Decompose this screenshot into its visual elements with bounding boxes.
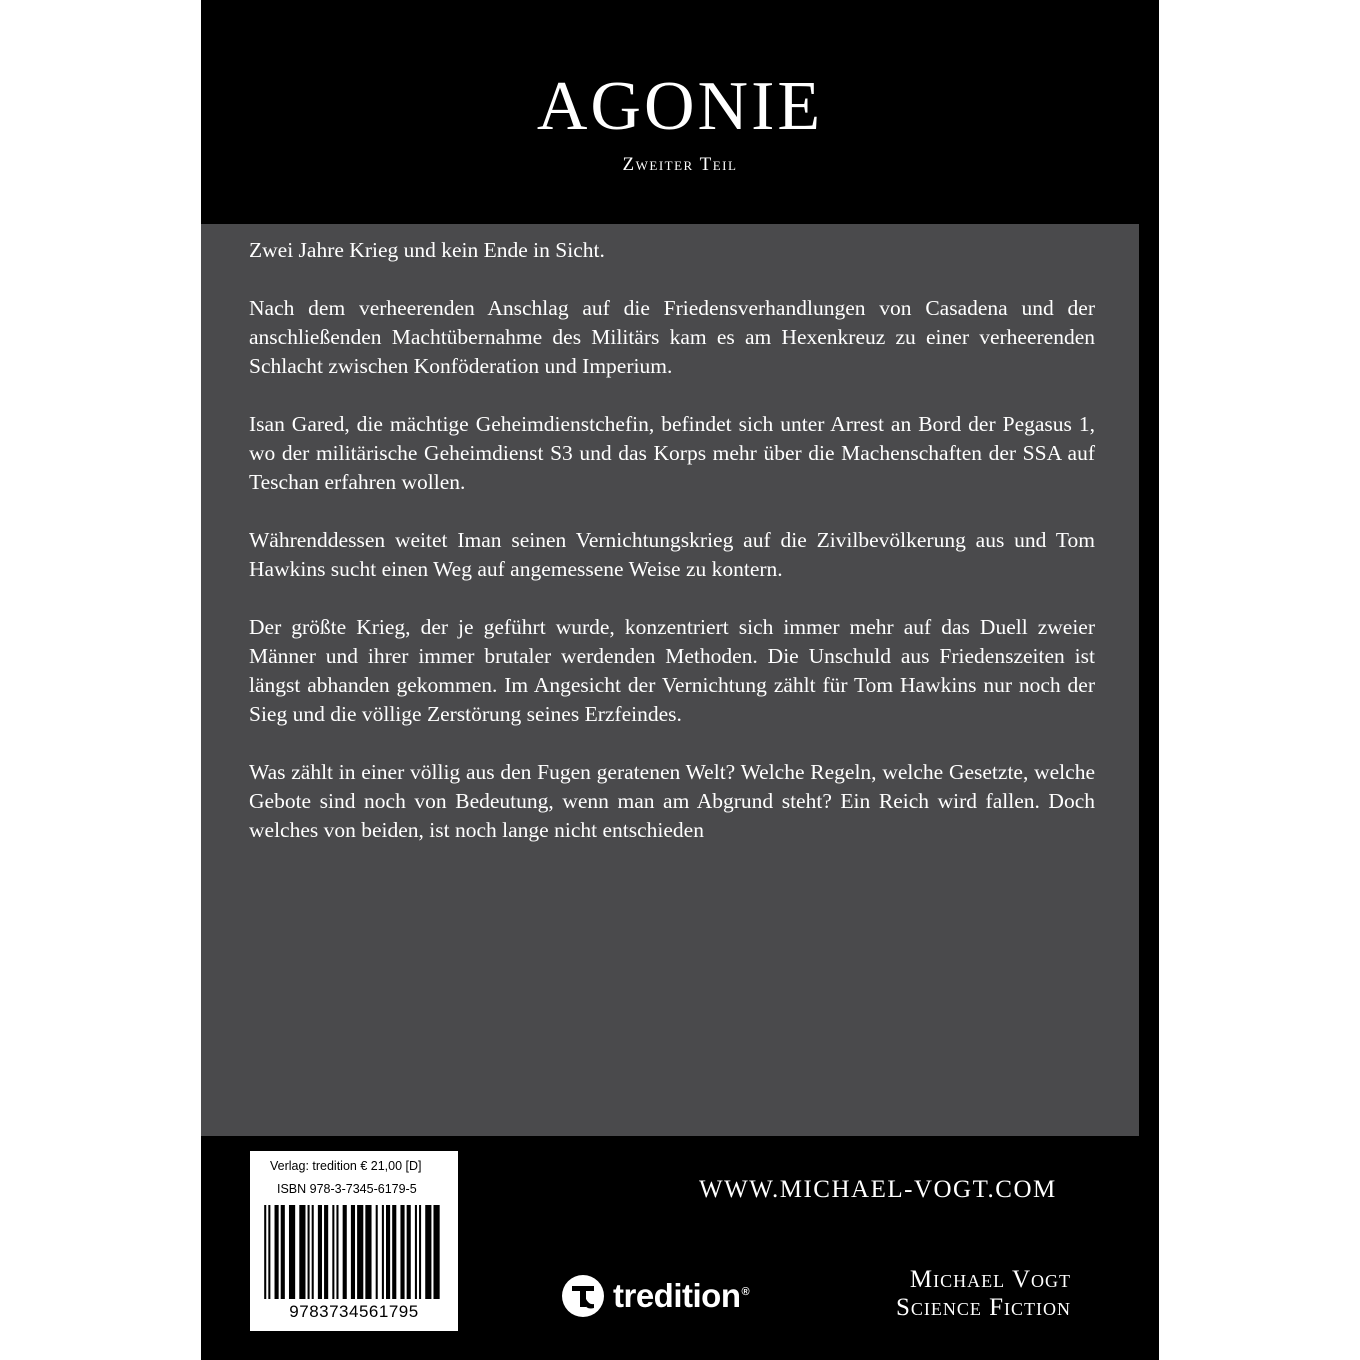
barcode-bar xyxy=(299,1205,305,1299)
blurb-paragraph: Währenddessen weitet Iman seinen Vernichtungskrieg auf die Zivilbevölkerung aus und Tom Hawkins sucht einen Weg auf angemessene Weise zu kontern. xyxy=(249,528,1095,581)
barcode-bar xyxy=(392,1205,396,1299)
blurb-paragraph: Was zählt in einer völlig aus den Fugen geratenen Welt? Welche Regeln, welche Gesetzte, welche Gebote sind noch von Bedeutung, wenn man am Abgrund steht? Ein Reich wird fallen. Doch welches von beiden, ist noch lange nicht entschieden xyxy=(249,760,1095,842)
barcode-bar xyxy=(289,1205,295,1299)
barcode-bar xyxy=(386,1205,390,1299)
book-title: AGONIE xyxy=(536,68,824,145)
blurb-panel xyxy=(201,224,1139,1136)
barcode-bar xyxy=(433,1205,439,1299)
barcode-bar xyxy=(415,1205,417,1299)
book-back-cover xyxy=(201,0,1159,1360)
barcode-bar xyxy=(343,1205,347,1299)
publisher-logo xyxy=(561,1271,749,1321)
barcode-bar xyxy=(312,1205,314,1299)
book-subtitle: Zweiter Teil xyxy=(622,154,738,175)
barcode-bar xyxy=(400,1205,404,1299)
blurb-paragraph: Der größte Krieg, der je geführt wurde, konzentriert sich immer mehr auf das Duell zweier Männer und ihrer immer brutaler werdenden Methoden. Die Unschuld aus Friedenszeiten ist längst abhanden gekommen. Im Angesicht der Vernichtung zählt für Tom Hawkins nur noch der Sieg und die völlige Zerstörung seines Erzfeindes. xyxy=(249,615,1095,726)
barcode-bar xyxy=(318,1205,322,1299)
barcode-bar xyxy=(336,1205,338,1299)
barcode-bar xyxy=(365,1205,371,1299)
blurb-paragraph: Nach dem verheerenden Anschlag auf die Friedensverhandlungen von Casadena und der anschließenden Machtübernahme des Militärs kam es am Hexenkreuz zu einer verheerenden Schlacht zwischen Konföderation und Imperium. xyxy=(249,296,1095,378)
barcode-bar xyxy=(332,1205,334,1299)
barcode-digits: 9783734561795 xyxy=(289,1302,419,1321)
barcode-bar xyxy=(281,1205,285,1299)
barcode-bar xyxy=(419,1205,421,1299)
publisher-price-line: Verlag: tredition € 21,00 [D] xyxy=(270,1159,422,1173)
barcode-bar xyxy=(351,1205,355,1299)
tredition-logo-icon xyxy=(561,1274,605,1318)
barcode-bar xyxy=(264,1205,266,1299)
title-block xyxy=(201,68,1159,176)
barcode-bars xyxy=(258,1205,450,1299)
barcode-bar xyxy=(376,1205,378,1299)
barcode-bar xyxy=(357,1205,363,1299)
barcode-bar xyxy=(382,1205,384,1299)
barcode-bar xyxy=(268,1205,270,1299)
barcode-bar xyxy=(407,1205,411,1299)
barcode-bar xyxy=(275,1205,279,1299)
author-website: WWW.MICHAEL-VOGT.COM xyxy=(699,1176,1057,1203)
author-block xyxy=(896,1266,1071,1322)
barcode-bar xyxy=(324,1205,328,1299)
author-name: Michael Vogt xyxy=(909,1266,1071,1293)
isbn-barcode-box xyxy=(249,1150,459,1332)
barcode-bar xyxy=(308,1205,310,1299)
genre-label: Science Fiction xyxy=(895,1294,1071,1321)
blurb-paragraph: Zwei Jahre Krieg und kein Ende in Sicht. xyxy=(249,238,605,262)
blurb-paragraph: Isan Gared, die mächtige Geheimdienstchefin, befindet sich unter Arrest an Bord der Pegasus 1, wo der militärische Geheimdienst S3 und das Korps mehr über die Machenschaften der SSA auf Teschan erfahren wollen. xyxy=(249,412,1095,494)
blurb-text xyxy=(249,236,1095,874)
publisher-name: tredition® xyxy=(613,1277,750,1314)
barcode-bar xyxy=(425,1205,431,1299)
isbn-line: ISBN 978-3-7345-6179-5 xyxy=(277,1182,417,1196)
